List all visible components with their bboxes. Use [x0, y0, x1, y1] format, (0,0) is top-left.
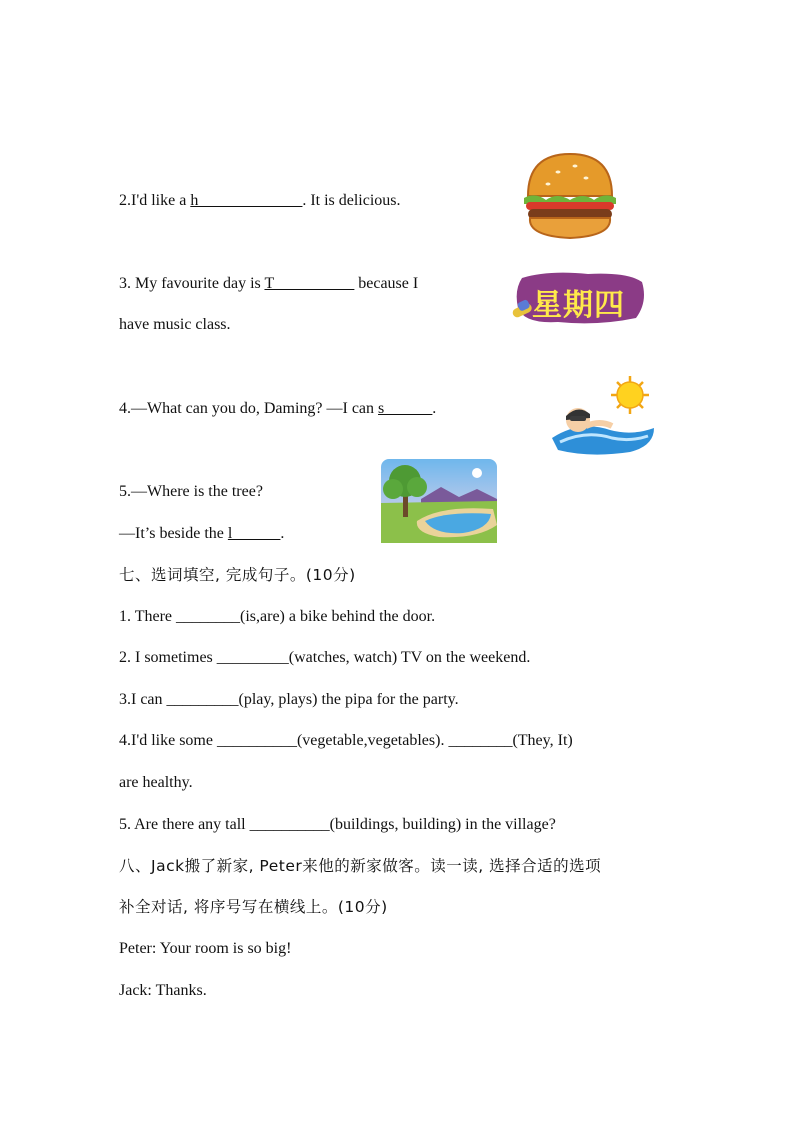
q5-number: 5. [119, 483, 131, 500]
question-2 [119, 191, 401, 211]
hamburger-icon [520, 152, 620, 240]
s7-item-3[interactable]: 3.I can _________(play, plays) the pipa for the party. [119, 691, 459, 708]
q3-number: 3. [119, 275, 131, 292]
section-8-heading-line1: 八、Jack搬了新家, Peter来他的新家做客。读一读, 选择合适的选项 [119, 857, 602, 875]
q4-text-before: —What can you do, Daming? —I can [131, 400, 379, 417]
q3-blank[interactable]: T__________ [264, 275, 355, 292]
q3-text-before: My favourite day is [131, 275, 265, 292]
sign-text: 星期四 [532, 288, 625, 323]
q5-line1 [119, 482, 263, 502]
thursday-sign-picture [508, 268, 648, 328]
s7-item-4-cont: are healthy. [119, 774, 193, 791]
s7-item-1[interactable]: 1. There ________(is,are) a bike behind the door. [119, 608, 436, 625]
swimming-boy-icon [550, 370, 658, 458]
q3-line2: have music class. [119, 316, 231, 333]
q5-line2 [119, 524, 284, 544]
q5-text-before: —It’s beside the [119, 525, 228, 542]
s7-item-2[interactable]: 2. I sometimes _________(watches, watch) TV on the weekend. [119, 649, 531, 666]
section-8-heading-line2: 补全对话, 将序号写在横线上。(10分) [119, 898, 388, 916]
q2-text-after: . It is delicious. [302, 192, 401, 209]
question-4 [119, 399, 436, 419]
question-3 [119, 274, 418, 294]
lake-tree-picture [381, 459, 497, 543]
q2-blank[interactable]: h_____________ [190, 192, 303, 209]
q3-text-after: because I [354, 275, 419, 292]
s7-item-4[interactable]: 4.I'd like some __________(vegetable,vegetables). ________(They, It) [119, 732, 573, 749]
q5-blank[interactable]: l______ [227, 525, 281, 542]
dialog-line-2: Jack: Thanks. [119, 982, 207, 999]
q2-number: 2. [119, 192, 131, 209]
dialog-line-1: Peter: Your room is so big! [119, 940, 292, 957]
q4-blank[interactable]: s______ [378, 400, 433, 417]
s7-item-5[interactable]: 5. Are there any tall __________(buildings, building) in the village? [119, 816, 556, 833]
section-7-heading: 七、选词填空, 完成句子。(10分) [119, 566, 356, 584]
q5-text-after: . [280, 525, 285, 542]
q5-question: —Where is the tree? [131, 483, 263, 500]
q4-text-after: . [432, 400, 437, 417]
q2-text-before: I'd like a [131, 192, 191, 209]
q4-number: 4. [119, 400, 131, 417]
